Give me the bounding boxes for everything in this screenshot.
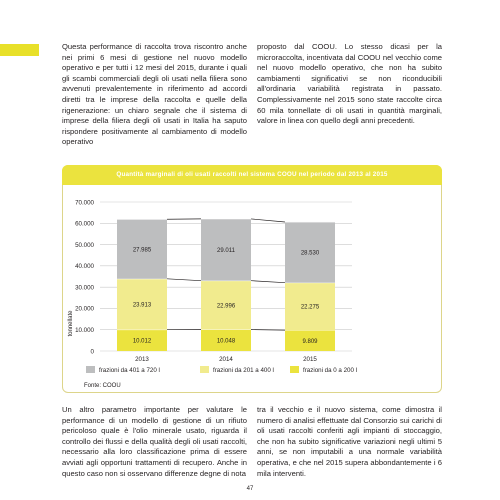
- legend-swatch: [200, 366, 209, 373]
- y-tick-label: 40.000: [75, 263, 94, 271]
- data-label: 22.996: [216, 303, 236, 310]
- data-label: 22.275: [300, 304, 320, 311]
- legend-label: frazioni da 401 a 720 l: [99, 367, 160, 374]
- body-text-column-top-left: [62, 42, 247, 148]
- trend-connector: [251, 219, 285, 222]
- body-text-column-bottom-right: [257, 405, 442, 479]
- data-label: 28.530: [300, 250, 320, 257]
- y-tick-label: 10.000: [75, 327, 94, 335]
- x-tick-label: 2013: [135, 356, 149, 363]
- chart-source: Fonte: COOU: [84, 383, 121, 389]
- body-text-column-bottom-left: [62, 405, 247, 479]
- trend-connector: [167, 279, 201, 281]
- trend-connector: [251, 281, 285, 283]
- paragraph: Un altro parametro importante per valutare le performance di un modello di gestione di un rifiuto pericoloso quale è l'olio minerale usato, riguarda il controllo dei flussi e della qualità degli oli usati raccolti, necessario alla loro classificazione prima di essere avviati agli opportuni trattamenti di recupero. Anche in questo caso non si osservano differenze degne di nota: [62, 405, 247, 478]
- y-tick-label: 0: [90, 348, 94, 356]
- data-label: 9.809: [302, 338, 318, 345]
- page-accent-bar: [0, 44, 39, 56]
- paragraph: Questa performance di raccolta trova riscontro anche nei primi 6 mesi di gestione nel nuovo modello operativo e per tutti i 12 mesi del 2015, durante i quali gli scambi commerciali degli oli usati nella filiera sono avvenuti prevalentemente in riferimento ad accordi diretti tra le imprese della raccolta e quelle della rigenerazione: un chiaro segnale che il sistema di imprese della filiera degli oli usati in Italia ha saputo rispondere positivamente al cambiamento di modello operativo: [62, 42, 247, 147]
- data-label: 10.048: [216, 338, 236, 345]
- chart-title: Quantità marginali di oli usati raccolti nel sistema COOU nel periodo dal 2013 al 2015: [62, 165, 442, 185]
- data-label: 23.913: [132, 302, 152, 309]
- legend-swatch: [290, 366, 299, 373]
- x-tick-label: 2015: [303, 356, 317, 363]
- paragraph: tra il vecchio e il nuovo sistema, come dimostra il numero di analisi effettuate dal Consorzio sui carichi di oli usati raccolti conferiti agli impianti di stoccaggio, che non ha subito significative variazioni negli ultimi 5 anni, se non imputabili a una normale variabilità operativa, e che nel 2015 supera abbondantemente i 6 mila interventi.: [257, 405, 442, 478]
- data-label: 27.985: [132, 247, 152, 254]
- legend-swatch: [86, 366, 95, 373]
- x-tick-label: 2014: [219, 356, 233, 363]
- y-tick-label: 60.000: [75, 220, 94, 228]
- y-axis-label: tonnellate: [68, 310, 74, 337]
- legend-label: frazioni da 201 a 400 l: [213, 367, 274, 374]
- paragraph: proposto dal COOU. Lo stesso dicasi per la microraccolta, incentivata dal COOU nel vecchio come nel nuovo modello operativo, che non ha subito cambiamenti significativi se non riconducibili all'ordinaria variabilità registrata in passato. Complessivamente nel 2015 sono state raccolte circa 60 mila tonnellate di oli usati in quantità marginali, valore in linea con quello degli anni precedenti.: [257, 42, 442, 126]
- legend-label: frazioni da 0 a 200 l: [303, 367, 358, 374]
- y-tick-label: 30.000: [75, 284, 94, 292]
- y-tick-label: 20.000: [75, 305, 94, 313]
- y-tick-label: 70.000: [75, 199, 94, 207]
- data-label: 29.011: [217, 248, 235, 255]
- data-label: 10.012: [132, 338, 152, 345]
- y-tick-label: 50.000: [75, 241, 94, 249]
- stacked-bar-chart: [62, 185, 442, 393]
- body-text-column-top-right: [257, 42, 442, 127]
- page-number: 47: [246, 486, 254, 492]
